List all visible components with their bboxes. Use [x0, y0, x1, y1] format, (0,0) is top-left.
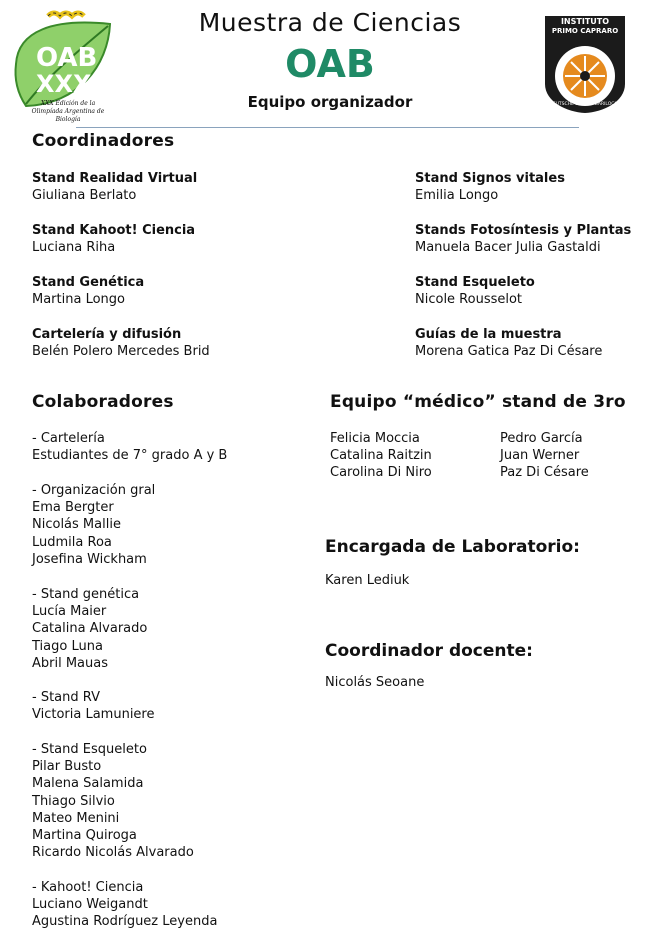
coord-stand: Stands Fotosíntesis y Plantas — [415, 223, 632, 238]
instituto-logo-ring: DEUTSCHE SCHULE BARILOCHE — [549, 102, 621, 107]
coord-right-4 — [415, 326, 602, 360]
coord-stand: Guías de la muestra — [415, 327, 562, 342]
colab-member: Thiago Silvio — [32, 793, 115, 809]
coord-names: Nicole Rousselot — [415, 292, 523, 308]
colab-member: Lucía Maier — [32, 604, 107, 620]
coord-names: Giuliana Berlato — [32, 188, 137, 204]
colab-group-title: - Organización gral — [32, 483, 156, 498]
colab-group-title: - Stand Esqueleto — [32, 742, 147, 757]
coord-left-3 — [32, 274, 144, 308]
colaboradores-heading: Colaboradores — [32, 392, 174, 412]
colab-group-carteleria — [32, 430, 227, 464]
equipo-medico-col2 — [500, 430, 589, 482]
docente-heading: Coordinador docente: — [325, 641, 533, 661]
colab-member: Agustina Rodríguez Leyenda — [32, 914, 218, 930]
equipo-medico-member: Pedro García — [500, 431, 583, 446]
equipo-medico-member: Felicia Moccia — [330, 431, 420, 446]
coord-right-3 — [415, 274, 535, 308]
colab-group-rv — [32, 689, 155, 723]
coordinadores-heading: Coordinadores — [32, 131, 175, 151]
coord-names: Martina Longo — [32, 292, 125, 308]
equipo-medico-col1 — [330, 430, 432, 482]
colab-group-esqueleto — [32, 741, 194, 861]
colab-member: Martina Quiroga — [32, 828, 137, 844]
colab-group-kahoot — [32, 879, 217, 931]
colab-member: Tiago Luna — [32, 638, 103, 654]
equipo-medico-member: Paz Di Césare — [500, 465, 589, 481]
colab-group-title: - Kahoot! Ciencia — [32, 880, 144, 895]
equipo-medico-member: Juan Werner — [500, 448, 580, 464]
laboratorio-name: Karen Lediuk — [325, 573, 410, 588]
page-subtitle: Equipo organizador — [247, 93, 413, 111]
equipo-medico-member: Carolina Di Niro — [330, 465, 432, 481]
colab-group-title: - Stand RV — [32, 690, 100, 705]
coord-stand: Stand Signos vitales — [415, 171, 565, 186]
svg-text:OAB: OAB — [36, 43, 98, 73]
brand-title: OAB — [285, 42, 375, 86]
laboratorio-heading: Encargada de Laboratorio: — [325, 537, 580, 557]
coord-left-2 — [32, 222, 195, 256]
colab-member: Luciano Weigandt — [32, 897, 148, 913]
colab-member: Pilar Busto — [32, 759, 102, 775]
coord-left-4 — [32, 326, 210, 360]
colab-member: Mateo Menini — [32, 810, 120, 826]
colab-member: Ema Bergter — [32, 500, 114, 516]
colab-group-title: - Stand genética — [32, 587, 140, 602]
coord-names: Manuela Bacer Julia Gastaldi — [415, 240, 601, 256]
colab-member: Abril Mauas — [32, 655, 109, 671]
svg-text:XXX: XXX — [36, 70, 92, 98]
coord-right-1 — [415, 170, 565, 204]
equipo-medico-heading: Equipo “médico” stand de 3ro — [330, 392, 626, 412]
colab-member: Nicolás Mallie — [32, 517, 121, 533]
coord-left-1 — [32, 170, 197, 204]
page-title: Muestra de Ciencias — [198, 8, 462, 37]
docente-name: Nicolás Seoane — [325, 675, 425, 690]
colab-member: Victoria Lamuniere — [32, 707, 155, 723]
coord-stand: Stand Kahoot! Ciencia — [32, 223, 196, 238]
instituto-logo-line1: INSTITUTO — [560, 17, 610, 26]
colab-member: Ricardo Nicolás Alvarado — [32, 845, 194, 861]
coord-names: Belén Polero Mercedes Brid — [32, 344, 210, 360]
coord-right-2 — [415, 222, 631, 256]
coord-names: Morena Gatica Paz Di Césare — [415, 344, 603, 360]
colab-member: Catalina Alvarado — [32, 621, 148, 637]
equipo-medico-member: Catalina Raitzin — [330, 448, 432, 464]
instituto-logo-line2: PRIMO CAPRARO — [551, 27, 619, 35]
header-divider — [76, 127, 579, 128]
colab-group-genetica — [32, 586, 147, 672]
coord-stand: Cartelería y difusión — [32, 327, 182, 342]
coord-stand: Stand Genética — [32, 275, 145, 290]
colab-member: Josefina Wickham — [32, 551, 147, 567]
colab-member: Estudiantes de 7° grado A y B — [32, 448, 228, 464]
oab-logo-caption: XXX Edición de la Olimpíada Argentina de Biología — [31, 100, 105, 123]
colab-member: Malena Salamida — [32, 776, 144, 792]
colab-member: Ludmila Roa — [32, 534, 112, 550]
colab-group-title: - Cartelería — [32, 431, 105, 446]
colab-group-organizacion — [32, 482, 155, 568]
coord-names: Luciana Riha — [32, 240, 116, 256]
coord-names: Emilia Longo — [415, 188, 499, 204]
coord-stand: Stand Esqueleto — [415, 275, 535, 290]
coord-stand: Stand Realidad Virtual — [32, 171, 198, 186]
